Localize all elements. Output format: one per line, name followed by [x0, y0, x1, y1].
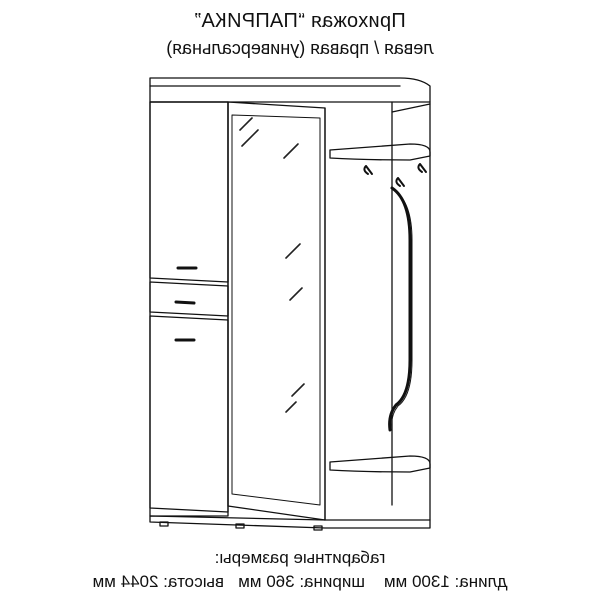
- mirror-reflection-mark: [286, 244, 300, 258]
- drawer: [150, 282, 228, 316]
- dimensions-heading: габаритные размеры:: [214, 548, 386, 567]
- dimension-width: ширина: 360 мм: [238, 572, 365, 591]
- mirror-reflection-mark: [286, 402, 296, 412]
- foot: [236, 524, 244, 528]
- mirror-reflection-mark: [240, 118, 252, 130]
- product-title: Прихожая “ПАПРИКА”: [194, 10, 406, 32]
- cabinet-top: [150, 78, 430, 102]
- coat-hook-icon: [418, 164, 426, 172]
- drawer-handle: [176, 302, 194, 303]
- mirror-door: [228, 102, 325, 520]
- left-cabinet: [150, 102, 228, 516]
- product-subtitle: левая / правая (универсальная): [166, 38, 434, 58]
- foot: [160, 522, 168, 526]
- bottom-plinth: [150, 516, 430, 528]
- coat-hook-icon: [396, 178, 404, 186]
- mirror-reflection-mark: [284, 144, 298, 158]
- lower-shelf: [330, 456, 430, 472]
- dimension-length: длина: 1300 мм: [383, 572, 508, 591]
- coat-hook-icon: [364, 166, 372, 174]
- upper-door: [150, 102, 228, 282]
- lower-door: [150, 316, 228, 512]
- mirror-reflection-mark: [292, 384, 304, 396]
- dimensions-line: [0, 572, 600, 592]
- dimension-height: высота: 2044 мм: [92, 572, 224, 591]
- mirror-reflection-mark: [290, 288, 302, 300]
- mirror-reflection-mark: [242, 130, 258, 146]
- upper-shelf: [330, 144, 430, 160]
